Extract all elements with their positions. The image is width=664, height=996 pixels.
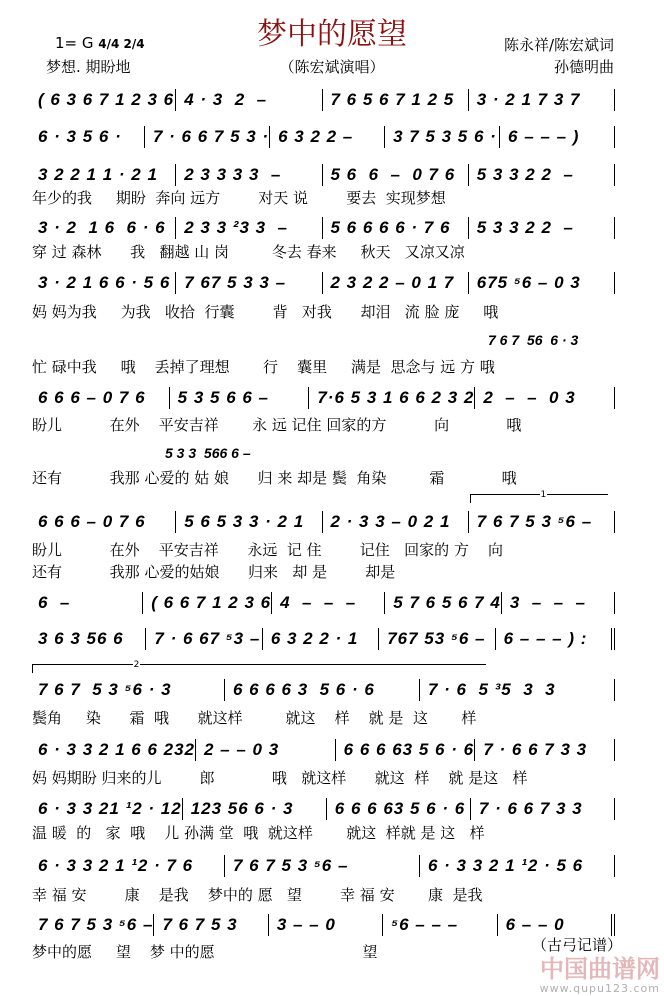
measure: 2 – – 0 3 bbox=[196, 739, 336, 761]
notation-row bbox=[30, 855, 615, 877]
lyric-line: 忙 碌中我 哦 丢掉了理想 行 囊里 满是 思念与 远 方 哦 bbox=[32, 358, 495, 376]
measure: 6 6 6 63 5 6 · 6 bbox=[327, 798, 471, 820]
notation-row bbox=[30, 914, 615, 936]
notation-row bbox=[30, 126, 615, 148]
lyric-line: 温 暖 的 家 哦 儿 孙满 堂 哦 就这样 就这 样就 是 这 样 bbox=[32, 824, 485, 842]
key-signature bbox=[55, 34, 145, 53]
measure: 6 3 2 2 – bbox=[270, 126, 385, 148]
measure: 7 · 6 6 7 3 3 bbox=[471, 798, 615, 820]
measure: 7 6 7 5 3 ⁵6 – bbox=[469, 511, 615, 533]
measure: 2 3 2 2 – 0 1 7 bbox=[323, 272, 469, 294]
lyric-line: 盼儿 在外 平安吉祥 永 远 记住 回家的方 向 哦 bbox=[32, 416, 522, 434]
measure: 7 · 6 6 7 5 3 · bbox=[145, 126, 270, 148]
measure: 3 · 2 1 6 6 · 6 bbox=[30, 217, 176, 239]
measure: 3 6 3 56 6 bbox=[30, 628, 146, 650]
measure: 6 · 3 3 2 1 6 6 232 bbox=[30, 739, 196, 761]
lyric-line: 鬓角 染 霜 哦 就这样 就这 样 就 是 这 样 bbox=[32, 709, 477, 727]
measure: 6 · 3 3 21 ¹2 · 12 bbox=[30, 798, 183, 820]
measure: 7 6 5 6 7 1 2 5 bbox=[323, 89, 469, 111]
measure: 7 6 7 5 3 ⁵6 – bbox=[225, 855, 420, 877]
notation-row bbox=[30, 164, 615, 186]
volta-2 bbox=[32, 660, 486, 673]
notation-row bbox=[30, 679, 615, 701]
measure: ( 6 3 6 7 1 2 3 6 bbox=[30, 89, 176, 111]
volta-1 bbox=[470, 490, 608, 503]
measure: 123 56 6 · 3 bbox=[183, 798, 327, 820]
measure: 5 6 5 3 3 · 2 1 bbox=[176, 511, 322, 533]
song-title: 梦中的愿望 bbox=[257, 17, 407, 52]
tempo-mood: 梦想. 期盼地 bbox=[46, 58, 131, 76]
composer: 孙德明曲 bbox=[553, 58, 614, 76]
measure: 5 3 3 2 2 – bbox=[469, 164, 615, 186]
measure: 7 · 6 5 ³5 3 3 bbox=[420, 679, 615, 701]
measure: 7 6 7 5 3 ⁵6 – bbox=[30, 914, 154, 936]
measure: 7 6 7 5 3 bbox=[154, 914, 268, 936]
measure: 3 · 2 1 6 6 · 5 6 bbox=[30, 272, 176, 294]
notation-row bbox=[30, 628, 615, 650]
notation-row bbox=[30, 592, 615, 614]
measure: 2 3 3 ²3 3 – bbox=[176, 217, 322, 239]
notation-row bbox=[30, 217, 615, 239]
measure: 6 · 3 5 6 · bbox=[30, 126, 145, 148]
notation-row bbox=[30, 739, 615, 761]
notation-row bbox=[30, 511, 615, 533]
measure: 5 3 3 2 2 – bbox=[469, 217, 615, 239]
measure: 6 · 3 3 2 1 ¹2 · 7 6 bbox=[30, 855, 225, 877]
measure: 5 6 6 – 0 7 6 bbox=[323, 164, 469, 186]
measure: 2 · 3 3 – 0 2 1 bbox=[323, 511, 469, 533]
measure: 6 – bbox=[30, 592, 143, 614]
measure: 6 – – – ) bbox=[500, 126, 615, 148]
measure: 6 – – 0 bbox=[498, 914, 615, 936]
ossia-notes: 7 6 7 56 6 · 3 bbox=[488, 332, 579, 348]
lyric-line: 还有 我那 心爱的 姑 娘 归 来 却是 鬓 角染 霜 哦 bbox=[32, 469, 517, 487]
lyric-line: 年少的我 期盼 奔向 远方 对天 说 要去 实现梦想 bbox=[32, 189, 446, 207]
watermark-logo bbox=[540, 956, 660, 995]
measure: 7 · 6 67 ⁵3 – bbox=[146, 628, 262, 650]
notation-row bbox=[30, 272, 615, 294]
measure: 7·6 5 3 1 6 6 2 3 2 bbox=[309, 387, 475, 409]
notation-row bbox=[30, 798, 615, 820]
measure: ⁵6 – – – bbox=[383, 914, 497, 936]
measure: 3 – – 0 bbox=[269, 914, 383, 936]
lyric-line: 盼儿 在外 平安吉祥 永远 记 住 记住 回家的 方 向 bbox=[32, 541, 503, 559]
measure: 6 6 6 6 3 5 6 · 6 bbox=[225, 679, 420, 701]
measure: 3 · 2 1 7 3 7 bbox=[469, 89, 615, 111]
lyric-line: 还有 我那 心爱的姑娘 归来 却 是 却是 bbox=[32, 563, 396, 581]
measure: 767 53 ⁵6 – bbox=[379, 628, 495, 650]
lyric-line: 穿 过 森林 我 翻越 山 岗 冬去 春来 秋天 又凉又凉 bbox=[32, 243, 465, 261]
notation-row bbox=[30, 387, 615, 409]
measure: 5 6 6 6 6 · 7 6 bbox=[323, 217, 469, 239]
measure: 5 7 6 5 6 7 4 bbox=[385, 592, 502, 614]
measure: 2 – – 0 3 bbox=[475, 387, 615, 409]
watermark-text: 中国曲谱网 bbox=[540, 955, 660, 983]
lyric-line: 妈 妈期盼 归来的儿 郎 哦 就这样 就这 样 就 是这 样 bbox=[32, 769, 528, 787]
lyric-line: 梦中的愿 望 梦 中的愿 望 bbox=[32, 943, 378, 961]
time-signature: 4/4 2/4 bbox=[98, 37, 145, 51]
transcriber: （古弓记谱） bbox=[531, 936, 622, 954]
lyric-line: 幸 福 安 康 是我 梦中的 愿 望 幸 福 安 康 是我 bbox=[32, 886, 483, 904]
measure: 6 6 6 – 0 7 6 bbox=[30, 387, 170, 409]
measure: 7 · 6 6 7 3 3 bbox=[475, 739, 615, 761]
measure: 5 3 5 6 6 – bbox=[170, 387, 310, 409]
key: 1= G bbox=[55, 34, 94, 52]
measure: 2 3 3 3 3 – bbox=[176, 164, 322, 186]
measure: 3 7 5 3 5 6 · bbox=[385, 126, 500, 148]
measure: 6 · 3 3 2 1 ¹2 · 5 6 bbox=[420, 855, 615, 877]
measure: 4 – – – bbox=[272, 592, 385, 614]
measure: 6 6 6 63 5 6 · 6 bbox=[336, 739, 476, 761]
measure: 4 · 3 2 – bbox=[176, 89, 322, 111]
notation-row bbox=[30, 89, 615, 111]
measure: 6 – – – ) : bbox=[496, 628, 615, 650]
measure: ( 6 6 7 1 2 3 6 bbox=[143, 592, 272, 614]
lyricist: 陈永祥/陈宏斌词 bbox=[503, 36, 614, 54]
ossia-notes: 5 3 3 566 6 – bbox=[165, 445, 251, 461]
lyric-line: 妈 妈为我 为我 收拾 行囊 背 对我 却泪 流 脸 庞 哦 bbox=[32, 303, 499, 321]
volta-label: 2 bbox=[133, 660, 140, 670]
measure: 3 – – – bbox=[502, 592, 615, 614]
performer: （陈宏斌演唱） bbox=[279, 58, 385, 76]
measure: 7 6 7 5 3 ⁵6 · 3 bbox=[30, 679, 225, 701]
volta-label: 1 bbox=[540, 490, 547, 500]
measure: 3 2 2 1 1 · 2 1 bbox=[30, 164, 176, 186]
watermark-url: www.qupu123.com bbox=[539, 982, 660, 995]
measure: 7 67 5 3 3 – bbox=[176, 272, 322, 294]
measure: 675 ⁵6 – 0 3 bbox=[469, 272, 615, 294]
measure: 6 3 2 2 · 1 bbox=[263, 628, 379, 650]
measure: 6 6 6 – 0 7 6 bbox=[30, 511, 176, 533]
